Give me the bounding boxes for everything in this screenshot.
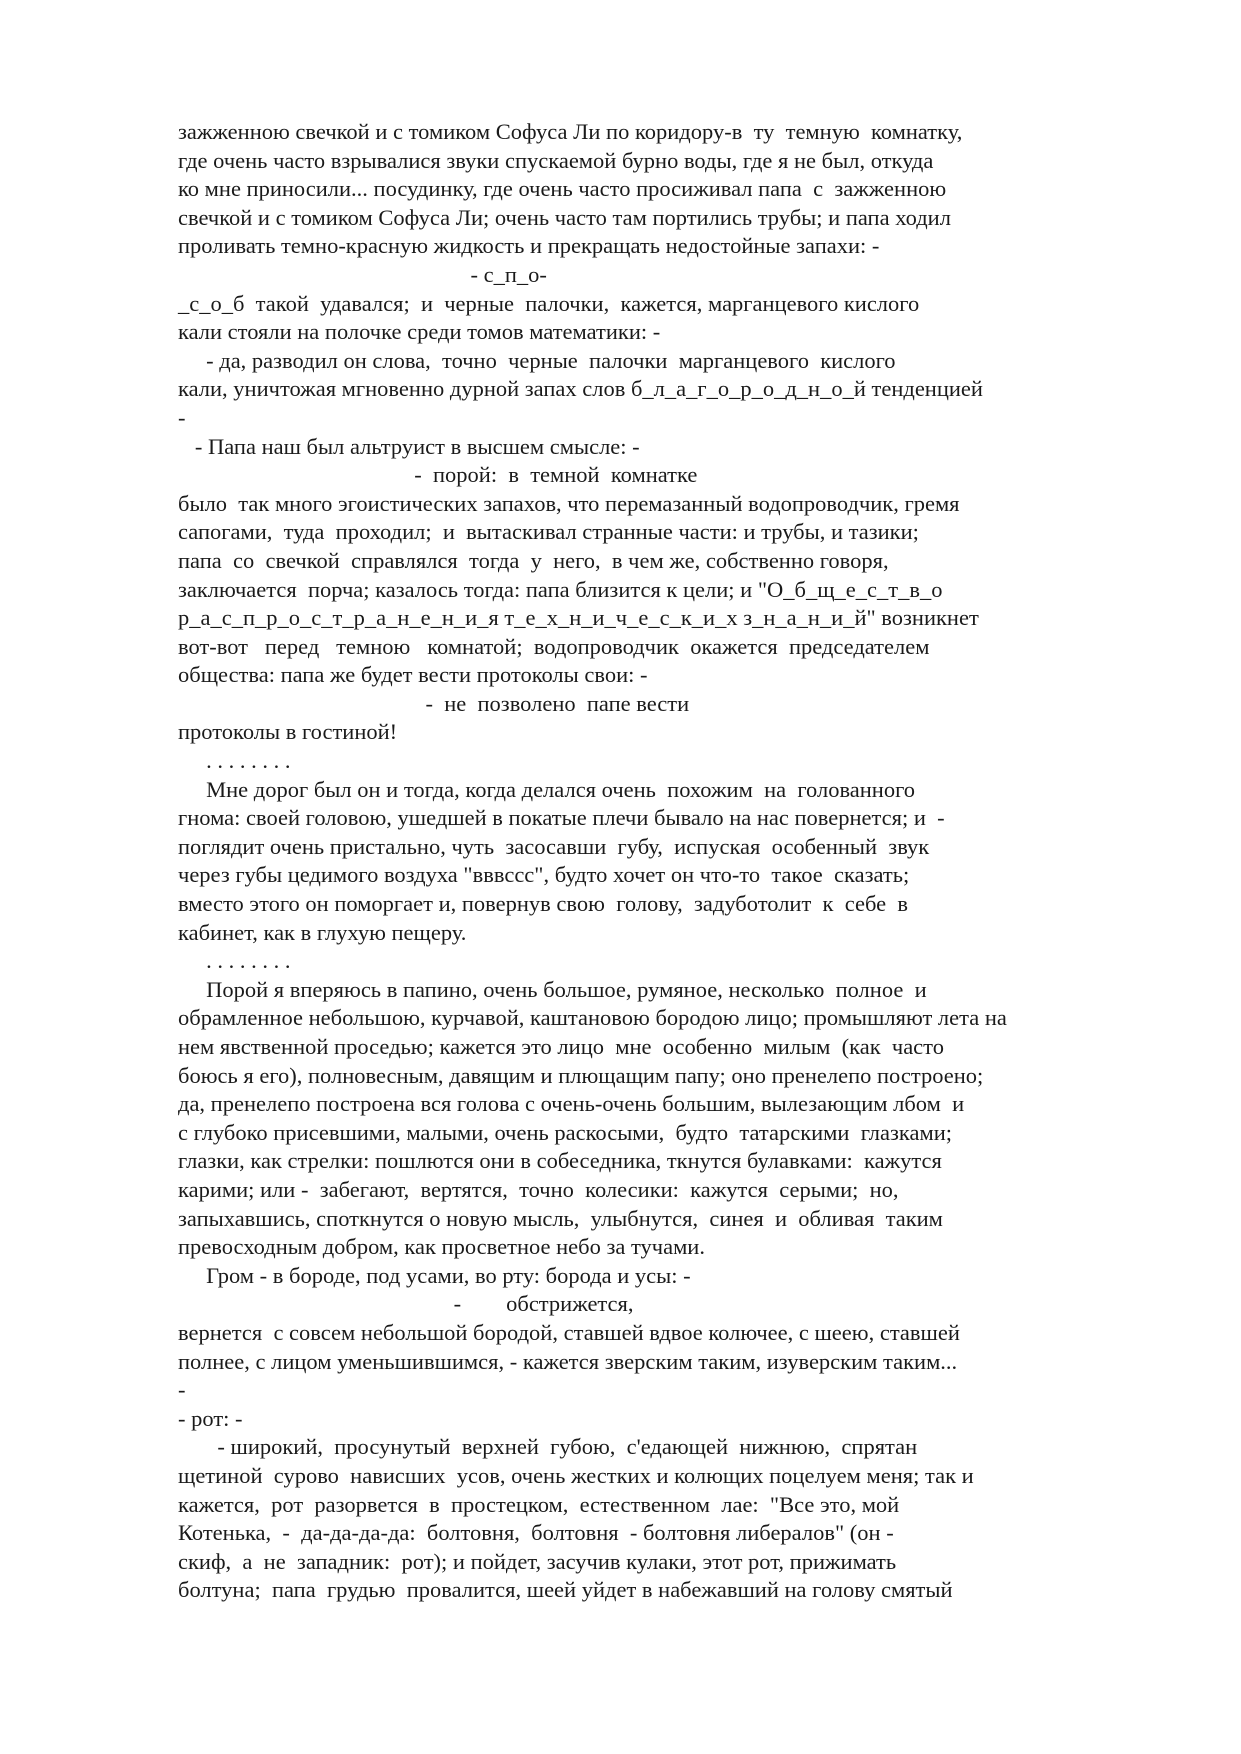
document-body-text [178,118,1098,1605]
text-line: заключается порча; казалось тогда: папа близится к цели; и "О_б_щ_е_с_т_в_о [178,576,943,602]
text-line: Гром - в бороде, под усами, во рту: борода и усы: - [178,1262,691,1288]
text-line: поглядит очень пристально, чуть засосавши губу, испуская особенный звук [178,833,930,859]
text-line: Котенька, - да-да-да-да: болтовня, болтовня - болтовня либералов" (он - [178,1520,894,1546]
text-line: - рот: - [178,1405,243,1431]
text-line: _с_о_б такой удавался; и черные палочки, кажется, марганцевого кислого [178,290,920,316]
text-line: нем явственной проседью; кажется это лицо мне особенно милым (как часто [178,1034,944,1059]
text-line: кали стояли на полочке среди томов математики: - [178,319,661,345]
text-line: - широкий, просунутый верхней губою, с'едающей нижнюю, спрятан [178,1434,918,1460]
text-line: вместо этого он поморгает и, повернув свою голову, задуботолит к себе в [178,891,908,917]
text-line: было так много эгоистических запахов, что перемазанный водопроводчик, гремя [178,490,960,516]
text-line: - с_п_о- [178,261,547,287]
text-line: - Папа наш был альтруист в высшем смысле: - [178,433,640,459]
text-line: боюсь я его), полновесным, давящим и плющащим папу; оно пренелепо построено; [178,1062,984,1088]
text-line: - не позволено папе вести [178,690,690,716]
text-line: болтуна; папа грудью провалится, шеей уйдет в набежавший на голову смятый [178,1577,953,1603]
text-line: карими; или - забегают, вертятся, точно колесики: кажутся серыми; но, [178,1176,899,1202]
text-line: папа со свечкой справлялся тогда у него, в чем же, собственно говоря, [178,547,889,573]
text-line: вот-вот перед темною комнатой; водопроводчик окажется председателем [178,633,930,659]
text-line: гнома: своей головою, ушедшей в покатые плечи бывало на нас повернется; и - [178,805,945,831]
text-line: обрамленное небольшою, курчавой, каштановою бородою лицо; промышляют лета на [178,1005,1007,1031]
text-line: кажется, рот разорвется в простецком, естественном лае: "Все это, мой [178,1491,900,1517]
text-line: да, пренелепо построена вся голова с очень-очень большим, вылезающим лбом и [178,1091,965,1117]
text-line: кали, уничтожая мгновенно дурной запах слов б_л_а_г_о_р_о_д_н_о_й тенденцией [178,376,983,402]
text-line: - да, разводил он слова, точно черные палочки марганцевого кислого [178,347,896,373]
text-line: кабинет, как в глухую пещеру. [178,919,467,945]
text-line: . . . . . . . . [178,948,291,974]
text-line: - порой: в темной комнатке [178,462,698,488]
text-line: глазки, как стрелки: пошлются они в собеседника, ткнутся булавками: кажутся [178,1148,942,1174]
text-line: через губы цедимого воздуха "вввссс", будто хочет он что-то такое сказать; [178,862,910,888]
text-line: Порой я вперяюсь в папино, очень большое, румяное, несколько полное и [178,976,927,1002]
text-line: запыхавшись, споткнутся о новую мысль, улыбнутся, синея и обливая таким [178,1205,943,1231]
text-line: - [178,1377,186,1403]
text-line: свечкой и с томиком Софуса Ли; очень часто там портились трубы; и папа ходил [178,204,951,230]
text-line: проливать темно-красную жидкость и прекращать недостойные запахи: - [178,233,880,259]
text-line: полнее, с лицом уменьшившимся, - кажется зверским таким, изуверским таким... [178,1348,958,1374]
text-line: ко мне приносили... посудинку, где очень часто просиживал папа с зажженною [178,176,947,202]
text-line: Мне дорог был он и тогда, когда делался очень похожим на голованного [178,776,916,802]
text-line: вернется с совсем небольшой бородой, ставшей вдвое колючее, с шеею, ставшей [178,1319,960,1345]
text-line: р_а_с_п_р_о_с_т_р_а_н_е_н_и_я т_е_х_н_и_ч_е_с_к_и_х з_н_а_н_и_й" возникнет [178,605,979,631]
text-line: где очень часто взрывалися звуки спускаемой бурно воды, где я не был, откуда [178,147,934,173]
text-line: . . . . . . . . [178,748,291,774]
text-line: - [178,404,186,430]
text-line: сапогами, туда проходил; и вытаскивал странные части: и трубы, и тазики; [178,519,919,545]
text-line: общества: папа же будет вести протоколы свои: - [178,662,648,688]
text-line: превосходным добром, как просветное небо за тучами. [178,1234,705,1260]
text-line: щетиной сурово нависших усов, очень жестких и колющих поцелуем меня; так и [178,1462,974,1488]
text-line: зажженною свечкой и с томиком Софуса Ли по коридору-в ту темную комнатку, [178,119,963,144]
text-line: с глубоко присевшими, малыми, очень раскосыми, будто татарскими глазками; [178,1119,953,1145]
text-line: - обстрижется, [178,1291,634,1317]
text-line: скиф, а не западник: рот); и пойдет, засучив кулаки, этот рот, прижимать [178,1548,897,1574]
text-line: протоколы в гостиной! [178,719,398,745]
